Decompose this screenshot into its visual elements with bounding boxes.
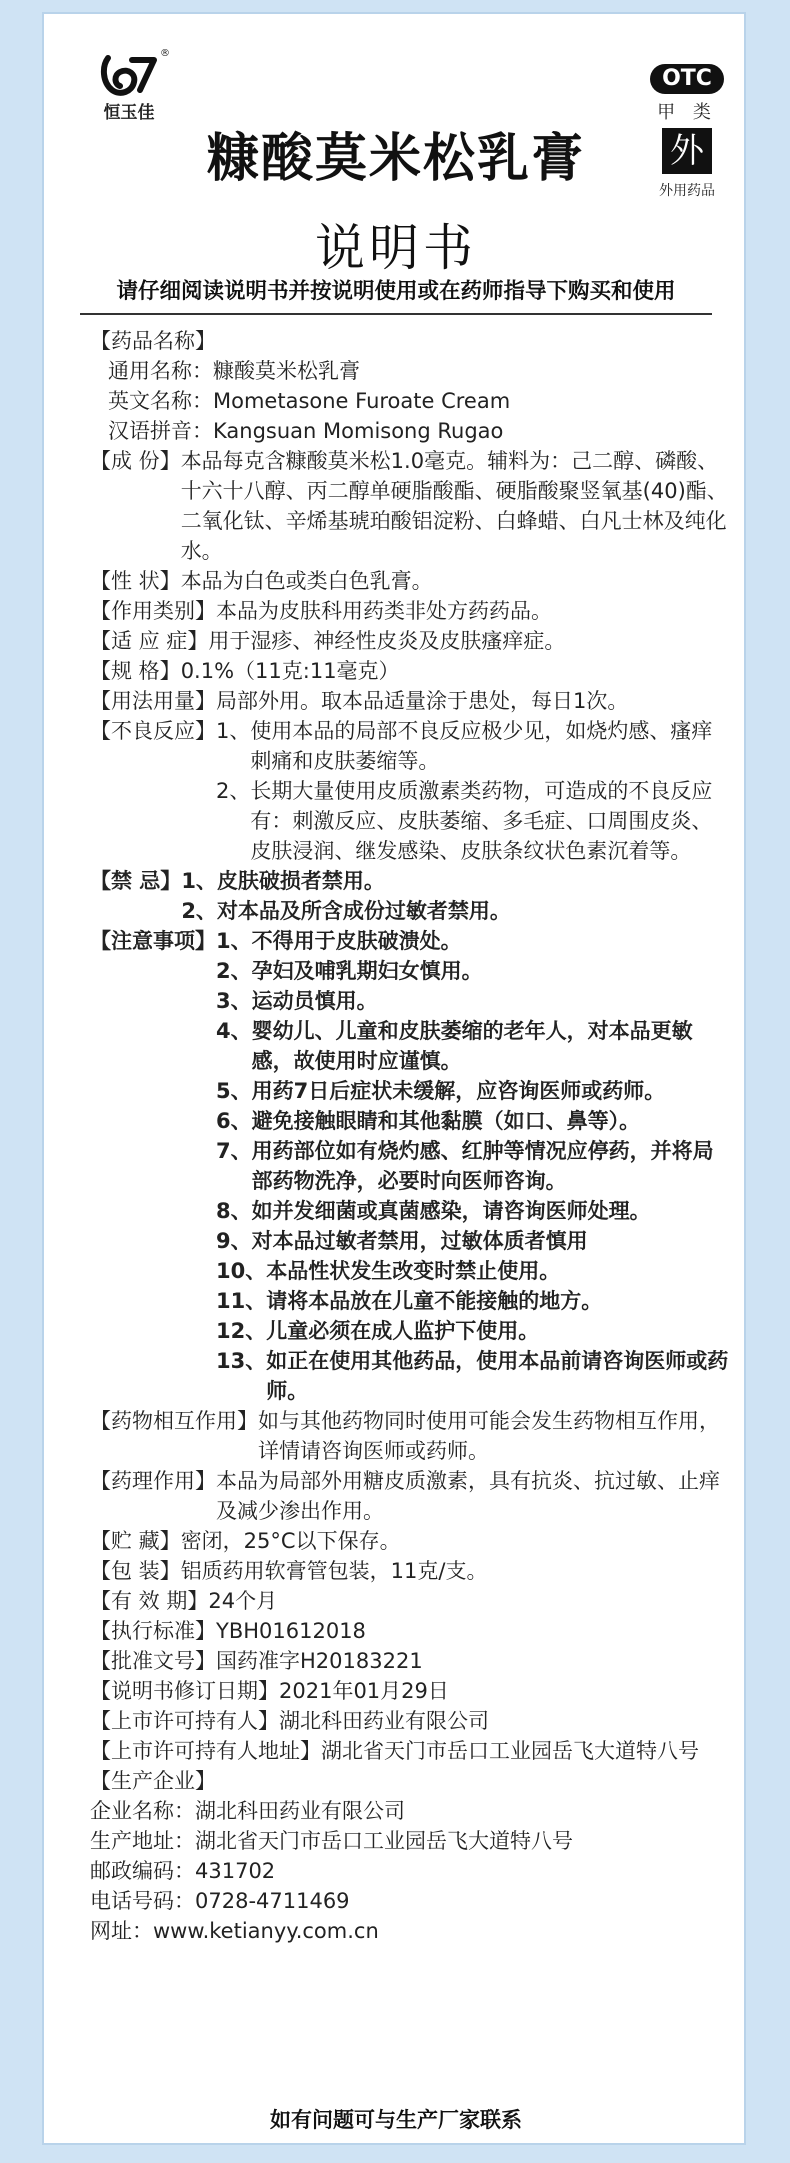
indication-value: 用于湿疹、神经性皮炎及皮肤瘙痒症。 [208,629,566,653]
adverse-1-num: 1、 [216,719,251,743]
revision-label: 【说明书修订日期】 [90,1679,279,1703]
prec-text: 婴幼儿、儿童和皮肤萎缩的老年人，对本品更敏感，故使用时应谨慎。 [251,1019,693,1073]
interaction-label: 【药物相互作用】 [90,1409,258,1433]
list-item [216,1226,730,1256]
spec-label: 【规 格】 [90,659,181,683]
generic-name-value: 糠酸莫米松乳膏 [213,359,360,383]
usage-value: 局部外用。取本品适量涂于患处，每日1次。 [216,689,629,713]
spec-row [90,656,730,686]
list-item [216,1136,730,1196]
prec-num: 11、 [216,1289,267,1313]
generic-name-row [90,356,730,386]
prec-num: 1、 [216,929,252,953]
prec-text: 运动员慎用。 [251,989,378,1013]
storage-value: 密闭，25°C以下保存。 [180,1529,401,1553]
approval-label: 【批准文号】 [90,1649,216,1673]
pinyin-value: Kangsuan Momisong Rugao [213,419,504,443]
prec-num: 4、 [216,1019,252,1043]
interaction-value: 如与其他药物同时使用可能会发生药物相互作用，详情请咨询医师或药师。 [258,1409,720,1463]
prec-num: 8、 [216,1199,252,1223]
list-item [216,716,730,776]
prec-text: 儿童必须在成人监护下使用。 [266,1319,540,1343]
adverse-2-num: 2、 [216,779,251,803]
website-label: 网址： [90,1919,153,1943]
precautions-list [216,926,730,1406]
usage-row [90,686,730,716]
character-label: 【性 状】 [90,569,181,593]
approval-row [90,1646,730,1676]
usage-warning: 请仔细阅读说明书并按说明使用或在药师指导下购买和使用 [80,274,712,315]
otc-class: 甲 类 [657,102,717,123]
list-item [216,1076,730,1106]
revision-row [90,1676,730,1706]
precautions-row [90,926,730,1406]
package-value: 铝质药用软膏管包装，11克/支。 [180,1559,488,1583]
contra-2-num: 2、 [181,899,217,923]
brand-logo [84,48,174,123]
leaflet-subtitle: 说明书 [315,219,477,277]
otc-badge-group [646,64,728,200]
mfr-name-row [90,1796,730,1826]
holder-address-label: 【上市许可持有人地址】 [90,1739,321,1763]
english-name-value: Mometasone Furoate Cream [213,389,511,413]
prec-num: 3、 [216,989,252,1013]
validity-row [90,1586,730,1616]
category-row [90,596,730,626]
pinyin-label: 汉语拼音： [108,419,213,443]
standard-value: YBH01612018 [216,1619,366,1643]
composition-row [90,446,730,566]
drug-name-header: 【药品名称】 [90,329,216,353]
generic-name-label: 通用名称： [108,359,213,383]
storage-row [90,1526,730,1556]
adverse-list [216,716,730,866]
list-item [216,1286,730,1316]
mfr-name-label: 企业名称： [90,1799,195,1823]
composition-label: 【成 份】 [90,449,181,473]
adverse-2-text: 长期大量使用皮质激素类药物，可造成的不良反应有：刺激反应、皮肤萎缩、多毛症、口周围皮炎、皮肤浸润、继发感染、皮肤条纹状色素沉着等。 [250,779,713,863]
list-item [181,896,730,926]
adverse-row [90,716,730,866]
prec-text: 对本品过敏者禁用，过敏体质者慎用 [251,1229,588,1253]
phone-label: 电话号码： [90,1889,195,1913]
mfr-address-label: 生产地址： [90,1829,195,1853]
standard-row [90,1616,730,1646]
character-row [90,566,730,596]
prec-num: 13、 [216,1349,267,1373]
list-item [216,1196,730,1226]
list-item [216,776,730,866]
brand-name: 恒玉佳 [103,103,155,123]
contra-list [181,866,730,926]
holder-row [90,1706,730,1736]
validity-label: 【有 效 期】 [90,1589,209,1613]
website-value: www.ketianyy.com.cn [153,1919,379,1943]
standard-label: 【执行标准】 [90,1619,216,1643]
mfr-address-value: 湖北省天门市岳口工业园岳飞大道特八号 [195,1829,573,1853]
list-item [216,1106,730,1136]
website-row [90,1916,730,1946]
external-use-label: 外用药品 [659,183,715,199]
prec-num: 6、 [216,1109,252,1133]
prec-text: 不得用于皮肤破溃处。 [251,929,462,953]
list-item [216,1346,730,1406]
approval-value: 国药准字H20183221 [216,1649,423,1673]
pinyin-row [90,416,730,446]
category-label: 【作用类别】 [90,599,216,623]
postal-row [90,1856,730,1886]
storage-label: 【贮 藏】 [90,1529,181,1553]
list-item [216,986,730,1016]
revision-value: 2021年01月29日 [279,1679,449,1703]
interaction-row [90,1406,730,1466]
prec-text: 用药7日后症状未缓解，应咨询医师或药师。 [251,1079,666,1103]
pharm-label: 【药理作用】 [90,1469,216,1493]
brand-logo-icon [98,52,160,96]
list-item [216,956,730,986]
prec-num: 7、 [216,1139,252,1163]
postal-value: 431702 [195,1859,276,1883]
holder-address-value: 湖北省天门市岳口工业园岳飞大道特八号 [321,1739,699,1763]
postal-label: 邮政编码： [90,1859,195,1883]
list-item [216,926,730,956]
contra-row [90,866,730,926]
list-item [181,866,730,896]
manufacturer-header: 【生产企业】 [90,1769,216,1793]
list-item [216,1316,730,1346]
package-label: 【包 装】 [90,1559,181,1583]
prec-text: 如正在使用其他药品，使用本品前请咨询医师或药师。 [266,1349,729,1403]
mfr-address-row [90,1826,730,1856]
holder-address-row [90,1736,730,1766]
prec-num: 12、 [216,1319,267,1343]
prec-num: 2、 [216,959,252,983]
mfr-name-value: 湖北科田药业有限公司 [195,1799,405,1823]
english-name-label: 英文名称： [108,389,213,413]
character-value: 本品为白色或类白色乳膏。 [180,569,433,593]
holder-label: 【上市许可持有人】 [90,1709,279,1733]
contact-note: 如有问题可与生产厂家联系 [270,2108,522,2132]
holder-value: 湖北科田药业有限公司 [279,1709,489,1733]
category-value: 本品为皮肤科用药类非处方药药品。 [216,599,552,623]
list-item [216,1256,730,1286]
leaflet-sheet [42,12,746,2145]
spec-value: 0.1%（11克:11毫克） [180,659,400,683]
phone-value: 0728-4711469 [195,1889,350,1913]
prec-num: 10、 [216,1259,267,1283]
precautions-label: 【注意事项】 [90,929,216,953]
indication-row [90,626,730,656]
prec-text: 避免接触眼睛和其他黏膜（如口、鼻等）。 [251,1109,641,1133]
prec-text: 如并发细菌或真菌感染，请咨询医师处理。 [251,1199,651,1223]
prec-text: 本品性状发生改变时禁止使用。 [266,1259,561,1283]
drug-title: 糠酸莫米松乳膏 [206,129,585,189]
usage-label: 【用法用量】 [90,689,216,713]
prec-num: 5、 [216,1079,252,1103]
adverse-label: 【不良反应】 [90,719,216,743]
external-use-mark: 外 [662,128,712,174]
phone-row [90,1886,730,1916]
prec-num: 9、 [216,1229,252,1253]
indication-label: 【适 应 症】 [90,629,209,653]
prec-text: 用药部位如有烧灼感、红肿等情况应停药，并将局部药物洗净，必要时向医师咨询。 [251,1139,714,1193]
english-name-row [90,386,730,416]
adverse-1-text: 使用本品的局部不良反应极少见，如烧灼感、瘙痒刺痛和皮肤萎缩等。 [250,719,713,773]
list-item [216,1016,730,1076]
contra-1-text: 皮肤破损者禁用。 [216,869,385,893]
validity-value: 24个月 [208,1589,278,1613]
contra-label: 【禁 忌】 [90,869,182,893]
package-row [90,1556,730,1586]
contra-1-num: 1、 [181,869,217,893]
registered-mark: ® [160,48,170,59]
composition-value: 本品每克含糠酸莫米松1.0毫克。辅料为：己二醇、磷酸、十六十八醇、丙二醇单硬脂酸酯、硬脂酸聚竖氧基(40)酯、二氧化钛、辛烯基琥珀酸铝淀粉、白蜂蜡、白凡士林及纯化水。 [180,449,728,563]
prec-text: 孕妇及哺乳期妇女慎用。 [251,959,483,983]
pharm-row [90,1466,730,1526]
contra-2-text: 对本品及所含成份过敏者禁用。 [216,899,511,923]
pharm-value: 本品为局部外用糖皮质激素，具有抗炎、抗过敏、止痒及减少渗出作用。 [216,1469,720,1523]
leaflet-body [90,326,730,1946]
prec-text: 请将本品放在儿童不能接触的地方。 [266,1289,603,1313]
otc-badge: OTC [650,64,724,94]
